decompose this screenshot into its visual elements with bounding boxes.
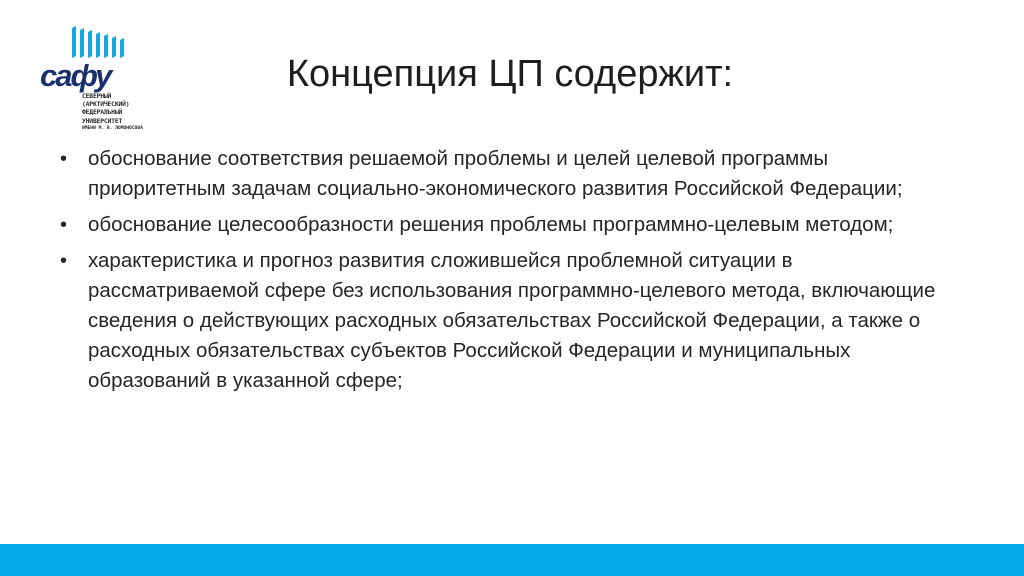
bullet-list [60,144,950,402]
logo-wordmark: сафу [40,58,111,93]
logo-university-name [82,92,146,132]
logo-line-3: ФЕДЕРАЛЬНЫЙ [82,108,123,117]
logo-line-2: (АРКТИЧЕСКИЙ) [82,100,130,109]
bullet-text: обоснование соответствия решаемой проблемы и целей целевой программы приоритетным задачам социально-экономического развития Российской Федерации; [88,147,903,200]
bullet-text: характеристика и прогноз развития сложившейся проблемной ситуации в рассматриваемой сфере без использования программно-целевого метода, включающие сведения о действующих расходных обязательствах Российской Федерации, а также о расходных обязательствах субъектов Российской Федерации и муниципальных образований в указанной сфере; [88,249,936,392]
list-item [60,246,950,396]
logo-line-5: ИМЕНИ М. В. ЛОМОНОСОВА [82,125,143,131]
logo-line-1: СЕВЕРНЫЙ [82,92,112,100]
bullet-marker: • [60,214,68,236]
bullet-marker: • [60,250,68,272]
logo-text [40,58,143,136]
bullet-text: обоснование целесообразности решения проблемы программно-целевым методом; [88,213,894,236]
list-item [60,144,950,204]
logo-line-4: УНИВЕРСИТЕТ [82,116,123,125]
bullet-marker: • [60,148,68,170]
list-item [60,210,950,240]
slide-title: Концепция ЦП содержит: [286,53,734,95]
footer-bar [0,544,1024,576]
